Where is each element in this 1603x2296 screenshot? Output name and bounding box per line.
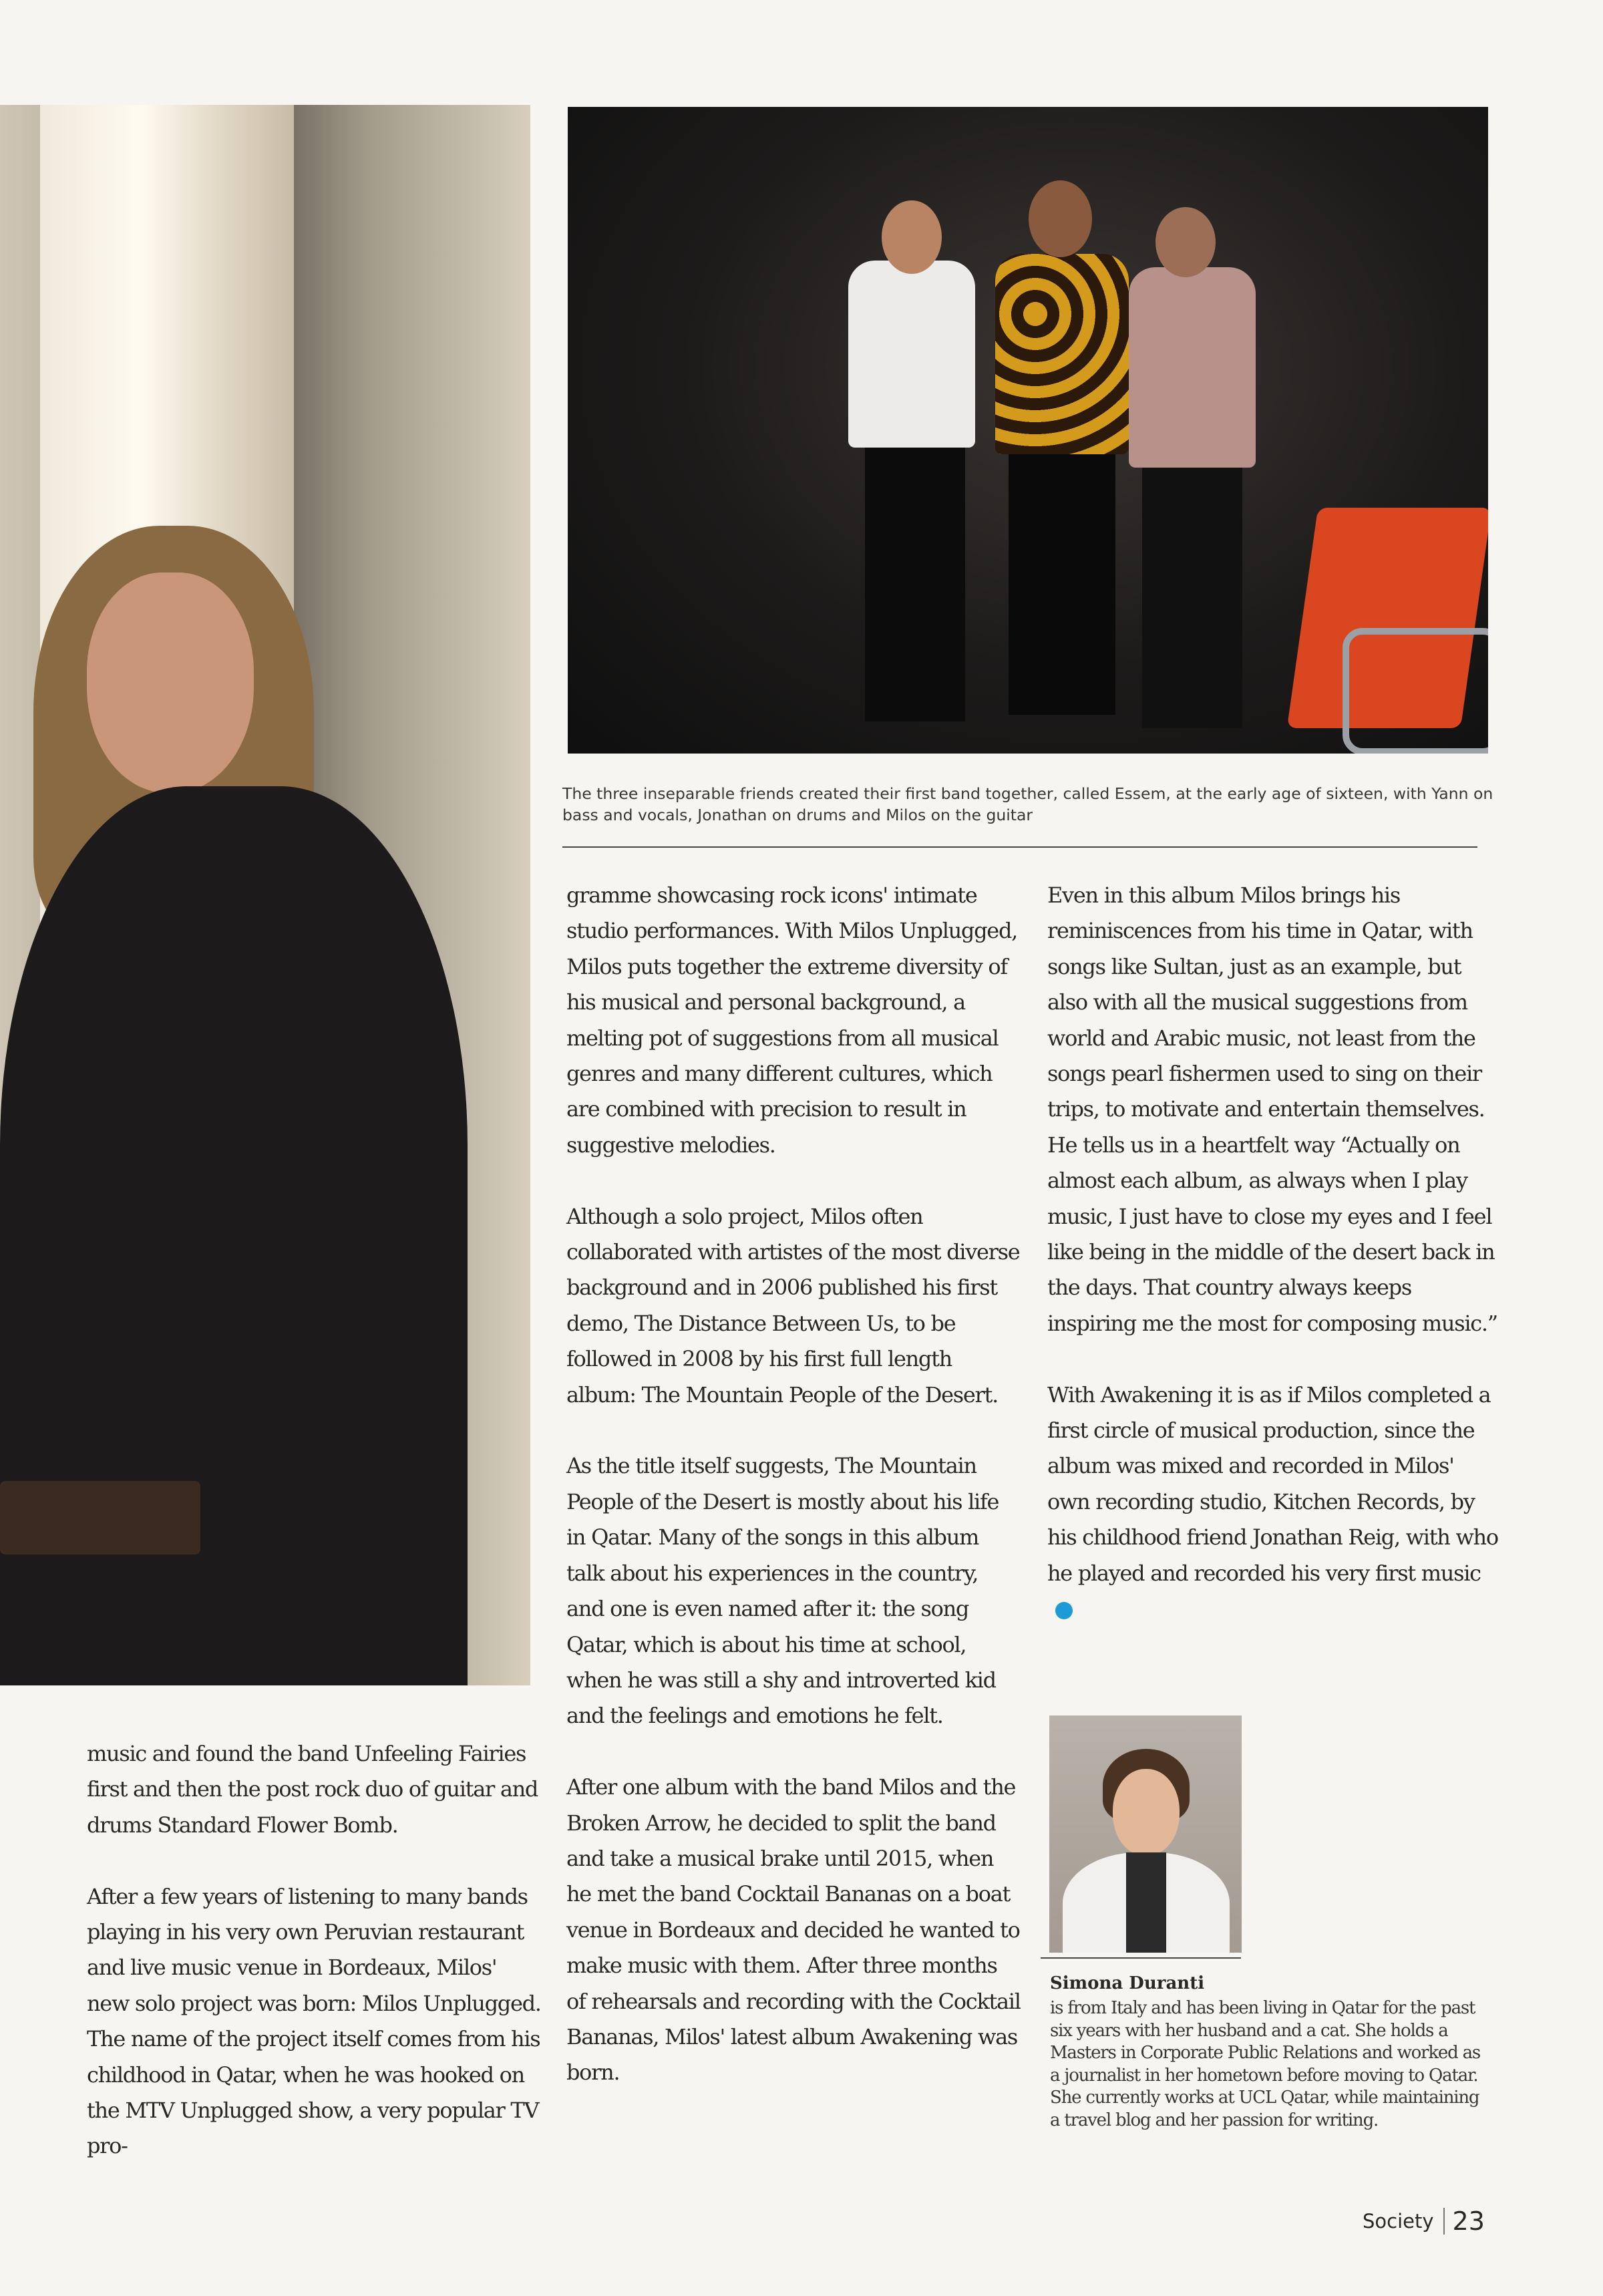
- author-face: [1113, 1769, 1180, 1856]
- page-folio: [1363, 2204, 1485, 2238]
- figure-2-head: [1029, 180, 1092, 257]
- photo-face: [87, 572, 254, 793]
- band-photo: [568, 107, 1488, 754]
- figure-2-legs: [1009, 448, 1115, 715]
- end-mark-icon: [1055, 1602, 1073, 1619]
- article-column-1: [87, 1736, 541, 2164]
- author-divider: [1041, 1957, 1241, 1959]
- paragraph: gramme showcasing rock icons' intimate studio performances. With Milos Unplugged, Milos puts together the extreme diversity of his musical and personal background, a melting pot of suggestions from all musical genres and many different cultures, which are combined with precision to result in suggestive melodies.: [566, 882, 1017, 1158]
- article-column-3: [1047, 878, 1501, 1627]
- folio-separator: [1443, 2208, 1445, 2235]
- figure-1-head: [882, 200, 942, 274]
- page-number: 23: [1452, 2206, 1485, 2236]
- paragraph: As the title itself suggests, The Mountain People of the Desert is mostly about his life in Qatar. Many of the songs in this album talk about his experiences in the country, and one is even named after it: the song Qatar, which is about his time at school, when he was still a shy and introverted kid and the feelings and emotions he felt.: [566, 1453, 999, 1729]
- paragraph: music and found the band Unfeeling Fairies first and then the post rock duo of guitar and drums Standard Flower Bomb.: [87, 1741, 538, 1838]
- paragraph: Although a solo project, Milos often collaborated with artistes of the most diverse background and in 2006 published his first demo, The Distance Between Us, to be followed in 2008 by his first full length album: The Mountain People of the Desert.: [566, 1203, 1020, 1408]
- figure-3-shirt: [1129, 267, 1256, 468]
- author-name: Simona Duranti: [1050, 1973, 1205, 1993]
- figure-1-legs: [865, 441, 965, 721]
- paragraph: Even in this album Milos brings his reminiscences from his time in Qatar, with songs like Sultan, just as an example, but also with all the musical suggestions from world and Arabic music, not least from the songs pearl fishermen used to sing on their trips, to motivate and entertain themselves. He tells us in a heartfelt way “Actually on almost each album, as always when I play music, I just have to close my eyes and I feel like being in the middle of the desert back in the days. That country always keeps inspiring me the most for composing music.”: [1047, 882, 1497, 1336]
- figure-3-head: [1155, 207, 1216, 277]
- portrait-photo: [0, 105, 530, 1685]
- final-paragraph-text: With Awakening it is as if Milos completed a first circle of musical production, since the album was mixed and recorded in Milos' own recording studio, Kitchen Records, by his childhood friend Jonathan Reig, with who he played and recorded his very first music: [1047, 1381, 1498, 1586]
- paragraph-final: [1047, 1377, 1501, 1627]
- paragraph: After a few years of listening to many bands playing in his very own Peruvian restaurant and live music venue in Bordeaux, Milos' new solo project was born: Milos Unplugged. The name of the project itself comes from his childhood in Qatar, when he was hooked on the MTV Unplugged show, a very popular TV pro-: [87, 1883, 541, 2159]
- metal-chair: [1343, 628, 1488, 754]
- article-column-2: [566, 878, 1021, 2091]
- author-bio: is from Italy and has been living in Qatar for the past six years with her husband and a cat. She holds a Masters in Corporate Public Relations and worked as a journalist in her hometown before moving to Qatar. She currently works at UCL Qatar, while maintaining a travel blog and her passion for writing.: [1050, 1998, 1481, 2130]
- figure-2-shirt: [995, 254, 1129, 454]
- caption-divider: [562, 846, 1477, 848]
- figure-1-shirt: [848, 261, 975, 448]
- photo-chair: [0, 1481, 200, 1554]
- author-photo: [1049, 1715, 1242, 1953]
- photo-caption: The three inseparable friends created their first band together, called Essem, at the early age of sixteen, with Yann on bass and vocals, Jonathan on drums and Milos on the guitar: [562, 784, 1493, 824]
- figure-3-legs: [1142, 461, 1242, 728]
- section-name: Society: [1363, 2210, 1434, 2233]
- author-top: [1126, 1852, 1166, 1953]
- paragraph: After one album with the band Milos and the Broken Arrow, he decided to split the band and take a musical brake until 2015, when he met the band Cocktail Bananas on a boat venue in Bordeaux and decided he wanted to make music with them. After three months of rehearsals and recording with the Cocktail Bananas, Milos' latest album Awakening was born.: [566, 1774, 1021, 2086]
